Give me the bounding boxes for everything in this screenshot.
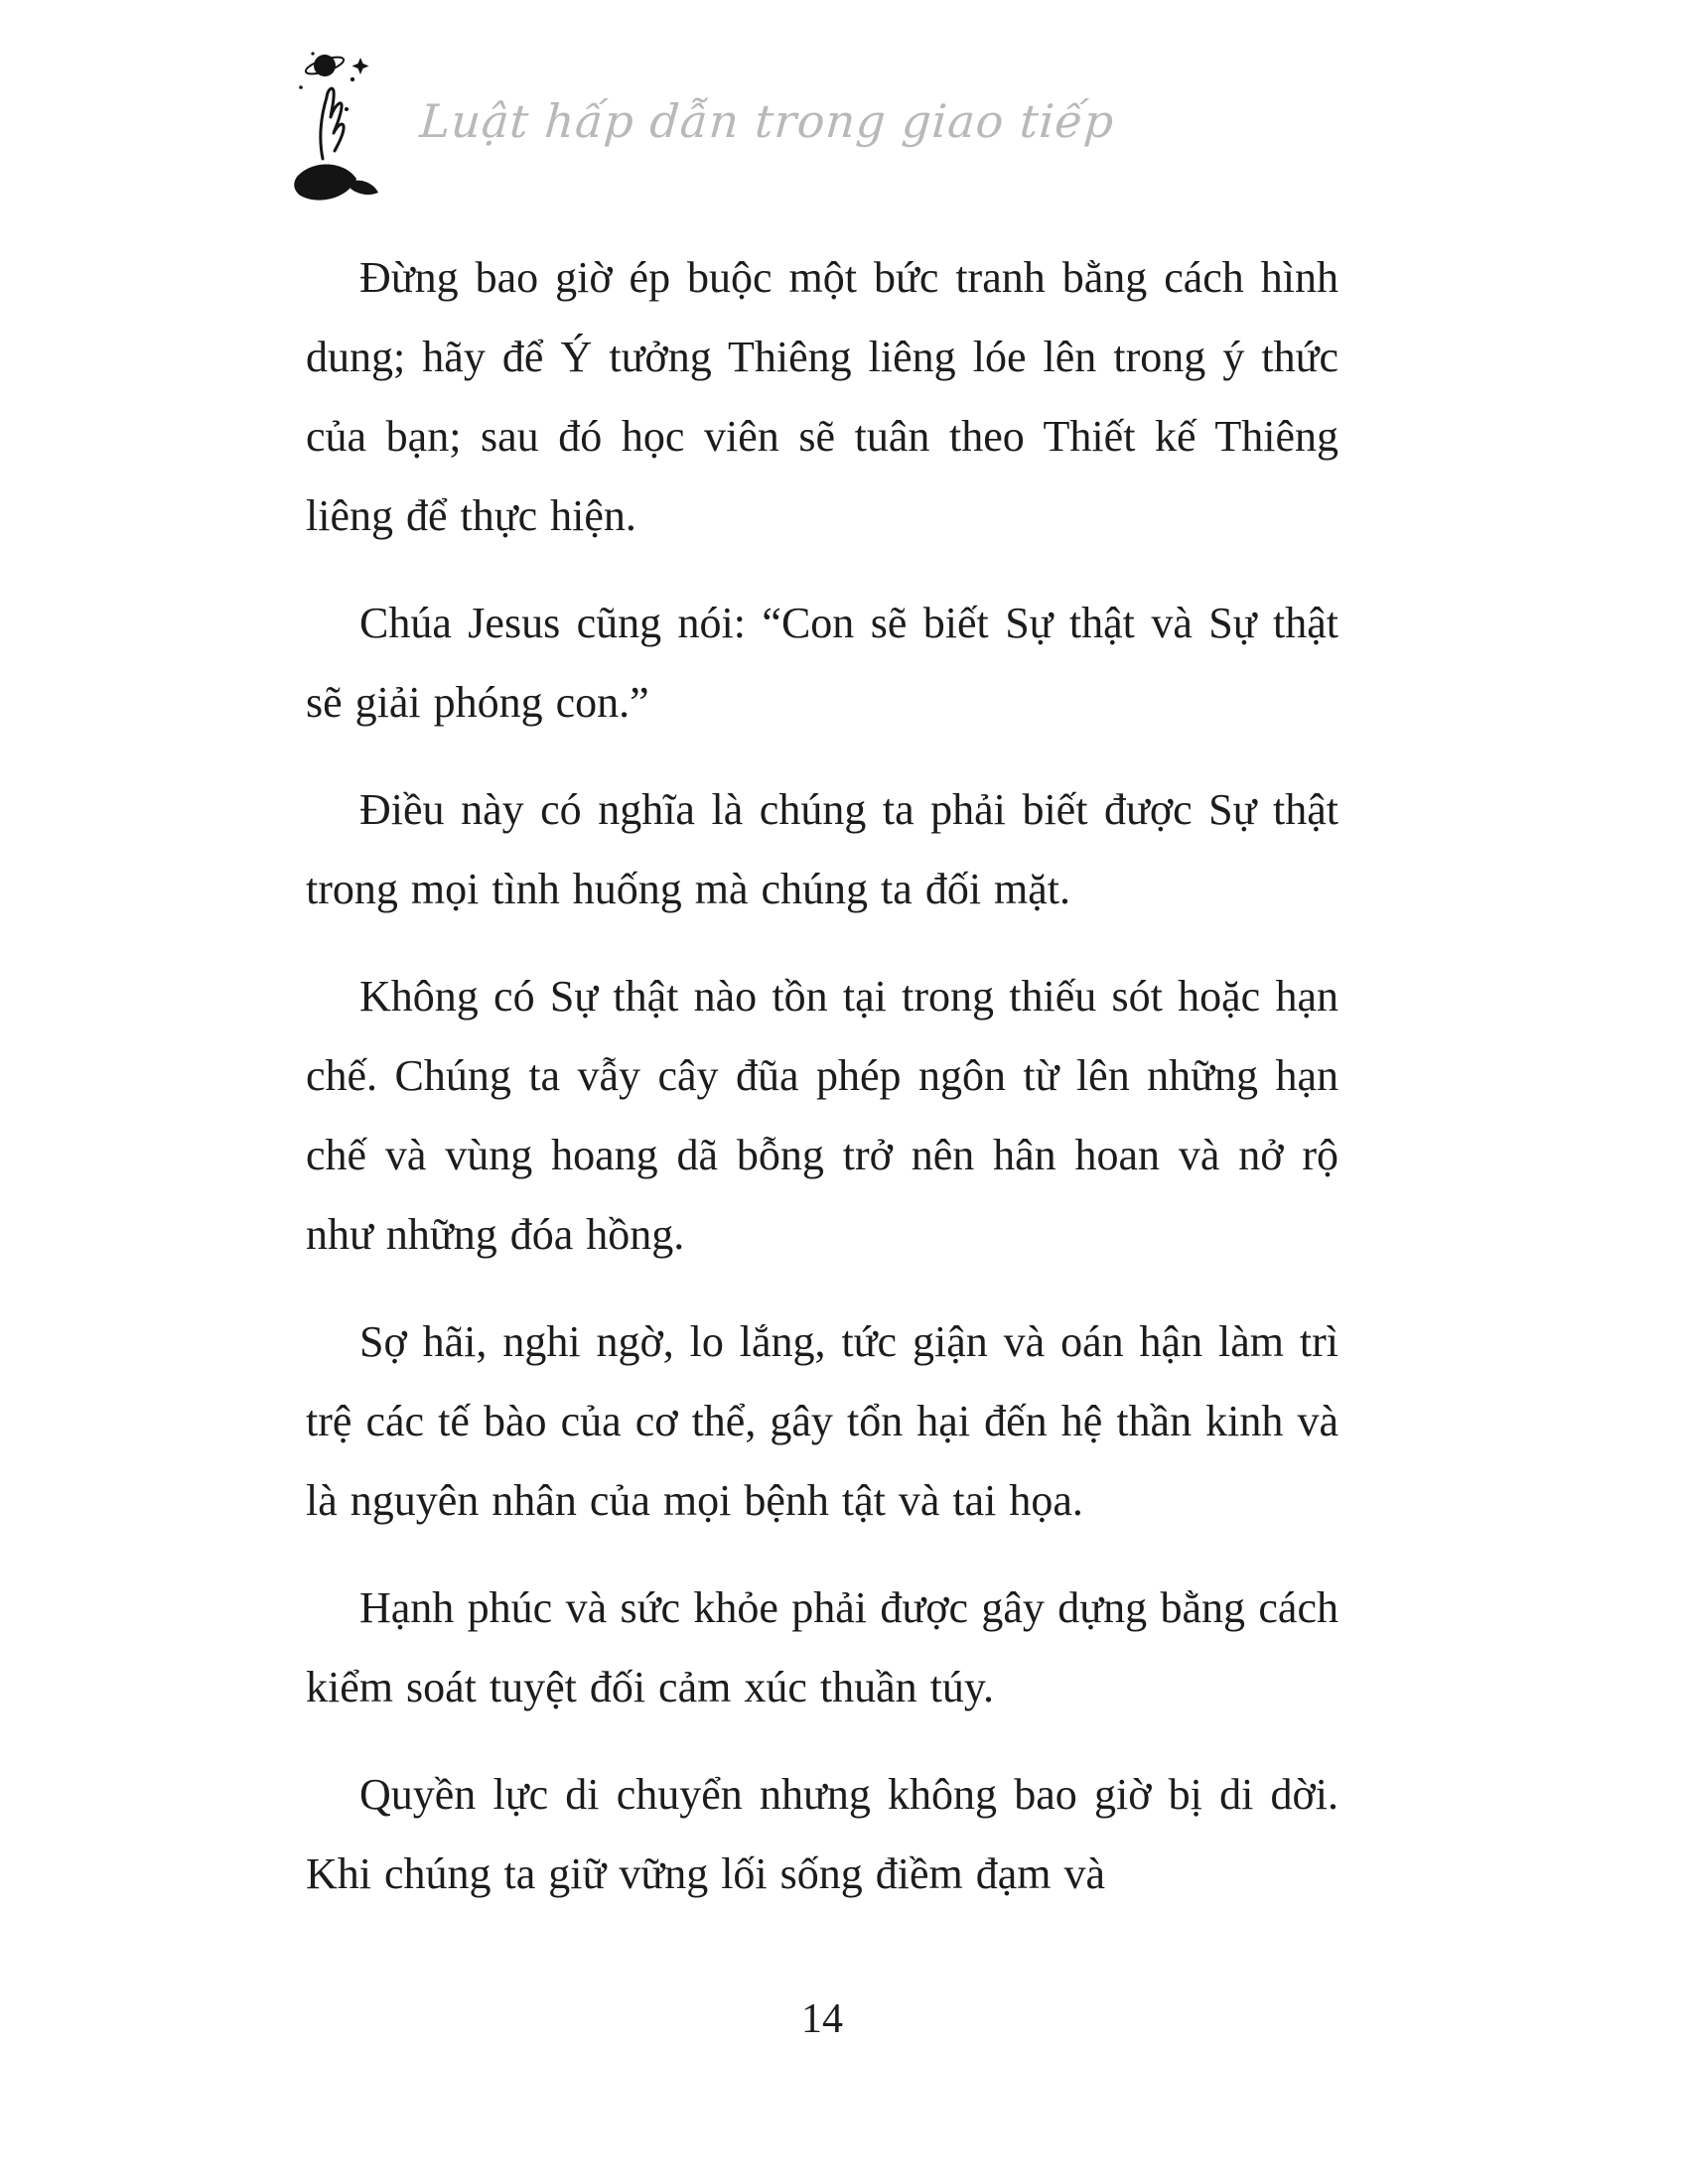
paragraph: Đừng bao giờ ép buộc một bức tranh bằng cách hình dung; hãy để Ý tưởng Thiêng liêng lóe lên trong ý thức của bạn; sau đó học viên sẽ tuân theo Thiết kế Thiêng liêng để thực hiện. [306, 253, 1338, 540]
paragraph: Không có Sự thật nào tồn tại trong thiếu sót hoặc hạn chế. Chúng ta vẫy cây đũa phép ngôn từ lên những hạn chế và vùng hoang dã bỗng trở nên hân hoan và nở rộ như những đóa hồng. [306, 972, 1338, 1259]
paragraph: Sợ hãi, nghi ngờ, lo lắng, tức giận và oán hận làm trì trệ các tế bào của cơ thể, gây tổn hại đến hệ thần kinh và là nguyên nhân của mọi bệnh tật và tai họa. [306, 1317, 1338, 1525]
paragraph: Quyền lực di chuyển nhưng không bao giờ bị di dời. Khi chúng ta giữ vững lối sống điềm đạm và [306, 1770, 1338, 1898]
paragraph: Điều này có nghĩa là chúng ta phải biết được Sự thật trong mọi tình huống mà chúng ta đối mặt. [306, 785, 1338, 913]
page-header [283, 40, 1117, 238]
running-head-title: Luật hấp dẫn trong giao tiếp [418, 94, 1117, 148]
paragraph: Hạnh phúc và sức khỏe phải được gây dựng bằng cách kiểm soát tuyệt đối cảm xúc thuần túy. [306, 1583, 1338, 1711]
body-text [306, 238, 1338, 1942]
hand-holding-planet-icon [283, 40, 392, 238]
page-number: 14 [801, 1996, 843, 2042]
paragraph: Chúa Jesus cũng nói: “Con sẽ biết Sự thật và Sự thật sẽ giải phóng con.” [306, 599, 1338, 727]
